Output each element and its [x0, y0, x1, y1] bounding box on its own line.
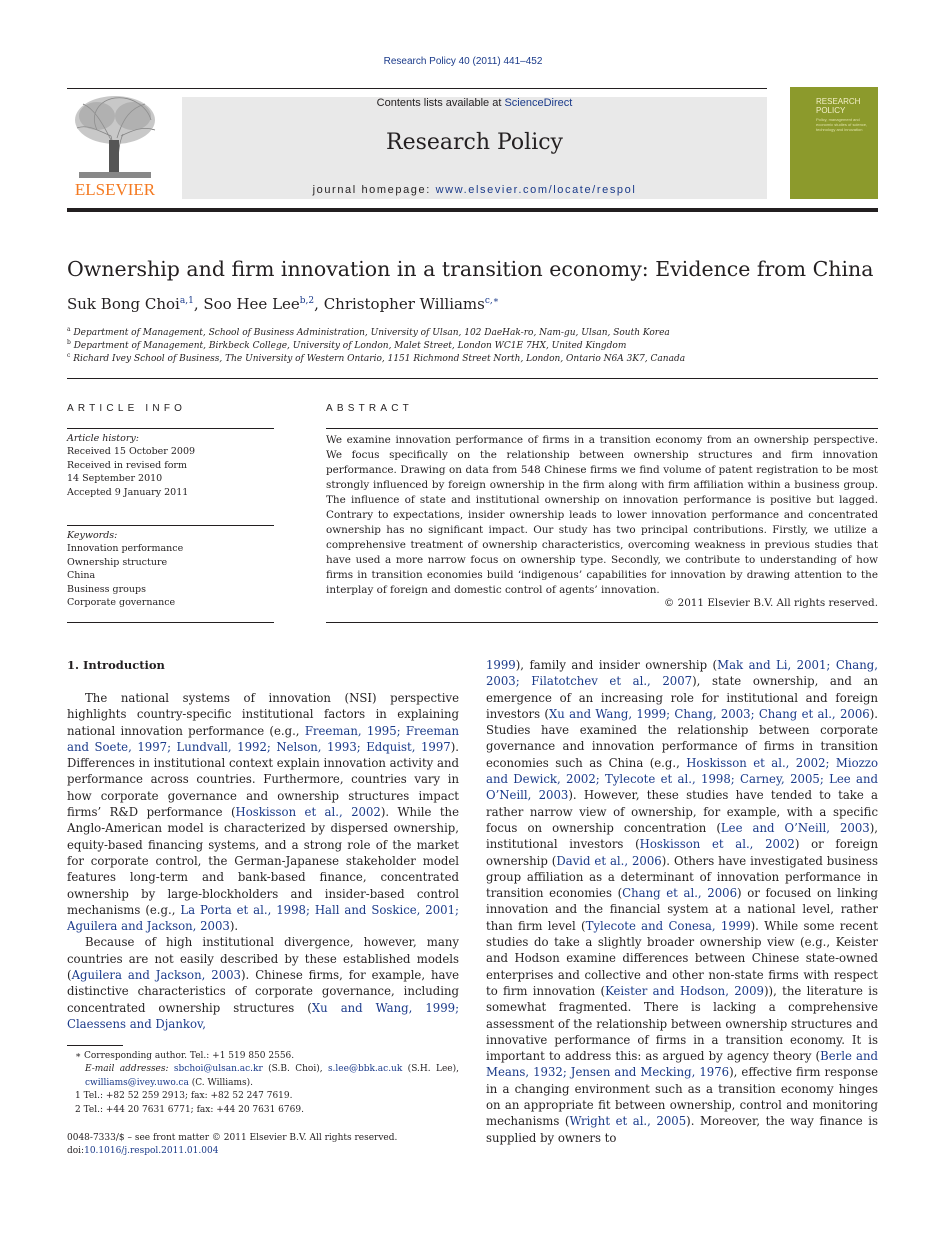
footnotes: [67, 1050, 459, 1117]
article-info-heading: ARTICLE INFO: [67, 403, 187, 414]
author-separator: ,: [314, 295, 324, 313]
abstract-heading: ABSTRACT: [326, 403, 413, 414]
keyword-item: Corporate governance: [67, 597, 176, 609]
journal-homepage: [182, 184, 767, 196]
keywords: [67, 529, 274, 609]
body-text: ) or foreign ownership (: [486, 837, 879, 868]
body-text: ). However, these studies have tended to take a rather narrow view of ownership, for example, with a specific focus on ownership concentration (: [486, 788, 879, 835]
affiliation-mark: a: [67, 326, 71, 333]
affiliation-mark: c: [67, 352, 71, 359]
email-link[interactable]: sbchoi@ulsan.ac.kr: [173, 1064, 263, 1075]
email-link[interactable]: s.lee@bbk.ac.uk: [327, 1064, 403, 1075]
citation-link[interactable]: Xu and Wang, 1999; Chang, 2003; Chang et al., 2006: [548, 706, 870, 721]
corresponding-author-note: ∗ Corresponding author. Tel.: +1 519 850 2556.: [75, 1051, 295, 1061]
homepage-prefix: journal homepage:: [312, 184, 436, 196]
citation-link[interactable]: La Porta et al., 1998; Hall and Soskice, 2001; Aguilera and Jackson, 2003: [67, 902, 459, 934]
email-label: E-mail addresses:: [85, 1064, 169, 1075]
front-matter: [67, 1132, 397, 1159]
email-owner: (S.H. Lee),: [402, 1064, 459, 1075]
journal-name: Research Policy: [386, 130, 563, 155]
citation-link[interactable]: Freeman, 1995; Freeman and Soete, 1997; Lundvall, 1992; Nelson, 1993; Edquist, 1997: [67, 723, 459, 754]
cover-title: RESEARCH POLICY: [816, 97, 861, 115]
author-name: Suk Bong Choi: [67, 295, 180, 313]
author-affiliation-marker[interactable]: a,1: [179, 296, 194, 306]
divider: [67, 525, 274, 526]
author-name: Soo Hee Lee: [203, 295, 300, 313]
body-text: )), the literature is somewhat fragmented. There is lacking a comprehensive assessment of the relationship between ownership structures and innovative performance of firms in a transition economy. It is important to address this: as argued by agency theory (: [486, 983, 878, 1064]
affiliation-text: Richard Ivey School of Business, The University of Western Ontario, 1151 Richmond Street North, London, Ontario N6A 3K7, Canada: [73, 354, 686, 364]
doi-line: [67, 1145, 397, 1158]
body-text: ) or focused on linking innovation and the financial system at a national level, rather than firm level (: [486, 886, 878, 933]
email-owner: (C. Williams).: [188, 1077, 253, 1088]
email-owner: (S.B. Choi),: [262, 1064, 328, 1075]
citation-link[interactable]: Berle and Means, 1932; Jensen and Mecking, 1976: [486, 1049, 878, 1080]
issn-line: 0048-7333/$ – see front matter © 2011 Elsevier B.V. All rights reserved.: [67, 1133, 398, 1143]
body-text: The national systems of innovation (NSI) perspective highlights country-specific institutional factors in explaining national innovation performance (e.g.,: [67, 691, 459, 738]
body-text: ). Chinese firms, for example, have distinctive characteristics of corporate governance, including concentrated ownership structures (: [67, 968, 459, 1015]
footnote-2: 2 Tel.: +44 20 7631 6771; fax: +44 20 7631 6769.: [75, 1104, 304, 1115]
sciencedirect-link[interactable]: ScienceDirect: [504, 97, 573, 109]
citation-link[interactable]: Wright et al., 2005: [569, 1114, 687, 1129]
body-text: Because of high institutional divergence, however, many countries are not easily described by these established models (: [67, 935, 459, 983]
history-item: 14 September 2010: [67, 473, 163, 485]
history-item: Accepted 9 January 2011: [67, 486, 189, 498]
body-text: ). Differences in institutional context explain innovation activity and performance across countries. Furthermore, countries vary in how corporate governance and ownership structures impact firms’ R&D performance (: [67, 739, 459, 820]
elsevier-logo[interactable]: [67, 90, 163, 198]
citation-link[interactable]: 1999: [486, 658, 516, 672]
journal-cover-image[interactable]: [790, 87, 878, 199]
author-list: [67, 295, 499, 313]
author-affiliation-marker[interactable]: b,2: [299, 296, 315, 306]
body-text: ). While the Anglo-American model is characterized by dispersed ownership, equity-based financing systems, and a strong role of the market for corporate control, the German-Japanese stakeholder model features long-term and bank-based finance, concentrated ownership by large-blockholders and insider-based control mechanisms (e.g.,: [67, 805, 460, 917]
abstract-text: We examine innovation performance of firms in a transition economy from an ownership perspective. We focus specifically on the relationship between ownership structures and firm innovation performance. Drawing on data from 548 Chinese firms we find volume of patent registration to be most strongly influenced by foreign ownership in the firm along with firm affiliation within a business group. The influence of state and institutional ownership on innovation performance is positive but lagged. Contrary to expectations, insider ownership leads to lower innovation performance and concentrated ownership has no significant impact. Our study has two principal contributions. Firstly, we utilize a comprehensive treatment of ownership characteristics, overcoming weakness in previous studies that have used a more narrow focus on ownership type. Secondly, we contribute to understanding of how firms in transition economies build ‘indigenous’ capabilities for innovation by drawing attention to the interplay of foreign and domestic control of agents’ innovation.: [326, 434, 878, 596]
body-text: ). Studies have examined the relationship between corporate governance and innovation performance of firms in transition economies such as China (e.g.,: [486, 706, 878, 770]
body-text: ), state ownership, and an emergence of an increasing role for institutional and foreign investors (: [486, 674, 878, 721]
email-link[interactable]: cwilliams@ivey.uwo.ca: [85, 1077, 189, 1088]
body-text: ). Moreover, the way finance is supplied by owners to: [486, 1114, 878, 1145]
citation-link[interactable]: Keister and Hodson, 2009: [605, 983, 764, 998]
keyword-item: Business groups: [67, 583, 146, 595]
keyword-item: China: [67, 570, 96, 582]
elsevier-wordmark: ELSEVIER: [74, 180, 156, 198]
divider: [67, 428, 274, 429]
citation-link[interactable]: Tylecote and Conesa, 1999: [585, 918, 751, 933]
divider: [67, 622, 274, 623]
doi-prefix: doi:: [67, 1146, 85, 1157]
article-history: [67, 432, 274, 499]
body-text: ), institutional investors (: [486, 820, 878, 852]
journal-citation[interactable]: Research Policy 40 (2011) 441–452: [383, 56, 543, 67]
title-block-rule: [67, 378, 878, 379]
doi-link[interactable]: 10.1016/j.respol.2011.01.004: [84, 1146, 219, 1157]
affiliation-text: Department of Management, School of Business Administration, University of Ulsan, 102 DaeHak-ro, Nam-gu, Ulsan, South Korea: [73, 328, 670, 338]
citation-link[interactable]: Aguilera and Jackson, 2003: [71, 968, 241, 983]
author-separator: ,: [193, 295, 204, 313]
divider: [326, 622, 878, 623]
cover-subtitle: Policy, management and economic studies of science, technology and innovation: [816, 117, 868, 132]
author-name: Christopher Williams: [323, 295, 485, 313]
body-paragraph: [486, 657, 878, 1146]
affiliation-text: Department of Management, Birkbeck College, University of London, Malet Street, London WC1E 7HX, United Kingdom: [73, 341, 627, 351]
citation-link[interactable]: David et al., 2006: [556, 853, 662, 868]
keyword-item: Innovation performance: [67, 543, 184, 555]
citation-link[interactable]: Xu and Wang, 1999; Claessens and Djankov,: [67, 1000, 460, 1031]
article-title: Ownership and firm innovation in a transition economy: Evidence from China: [67, 257, 874, 281]
contents-availability: [182, 97, 767, 109]
abstract-copyright: © 2011 Elsevier B.V. All rights reserved.: [663, 597, 878, 609]
email-addresses: [67, 1063, 459, 1090]
body-text: ). Others have investigated business group affiliation as a determinant of innovation performance in transition economies (: [486, 853, 878, 901]
footnote-rule: [67, 1045, 123, 1046]
body-text: ), family and insider ownership (: [515, 658, 718, 672]
citation-link[interactable]: Hoskisson et al., 2002: [235, 805, 381, 820]
section-heading-introduction: 1. Introduction: [67, 658, 165, 672]
body-text: ). While some recent studies do take a slightly broader ownership view (e.g., Keister and Hodson examine differences between Chinese state-owned enterprises and collective and other non-state firms with respect to firm innovation (: [486, 918, 878, 998]
author-affiliation-marker[interactable]: c,∗: [484, 296, 499, 306]
history-item: Received in revised form: [67, 459, 187, 471]
body-paragraph: [67, 934, 459, 1032]
body-column-left: [67, 690, 459, 1032]
affiliation-c: [67, 352, 685, 364]
footnote-1: 1 Tel.: +82 52 259 2913; fax: +82 52 247 7619.: [75, 1091, 293, 1102]
citation-link[interactable]: Hoskisson et al., 2002; Miozzo and Dewick, 2002; Tylecote et al., 1998; Carney, 2005; Lee and O’Neill, 2003: [486, 755, 878, 803]
affiliation-b: [67, 339, 626, 351]
homepage-link[interactable]: www.elsevier.com/locate/respol: [435, 184, 637, 196]
citation-link[interactable]: Chang et al., 2006: [622, 886, 738, 901]
history-label: Article history:: [67, 433, 139, 444]
divider: [326, 428, 878, 429]
history-item: Received 15 October 2009: [67, 446, 196, 458]
keywords-label: Keywords:: [67, 530, 118, 541]
body-text: ).: [229, 919, 239, 934]
body-text: ), effective firm response in a changing environment such as a transition economy hinges on an appropriate fit between ownership, control and monitoring mechanisms (: [486, 1065, 878, 1129]
affiliation-a: [67, 326, 670, 338]
citation-link[interactable]: Hoskisson et al., 2002: [639, 837, 795, 852]
affiliation-mark: b: [67, 339, 71, 346]
body-column-right: [486, 657, 878, 1146]
citation-link[interactable]: Lee and O’Neill, 2003: [720, 820, 870, 835]
header-thick-rule: [67, 208, 878, 212]
header-rule: [67, 88, 767, 89]
elsevier-tree-icon: [67, 90, 163, 198]
contents-prefix: Contents lists available at: [376, 97, 505, 109]
keyword-item: Ownership structure: [67, 556, 168, 568]
body-paragraph: [67, 690, 459, 934]
citation-link[interactable]: Mak and Li, 2001; Chang, 2003; Filatotchev et al., 2007: [486, 658, 878, 689]
